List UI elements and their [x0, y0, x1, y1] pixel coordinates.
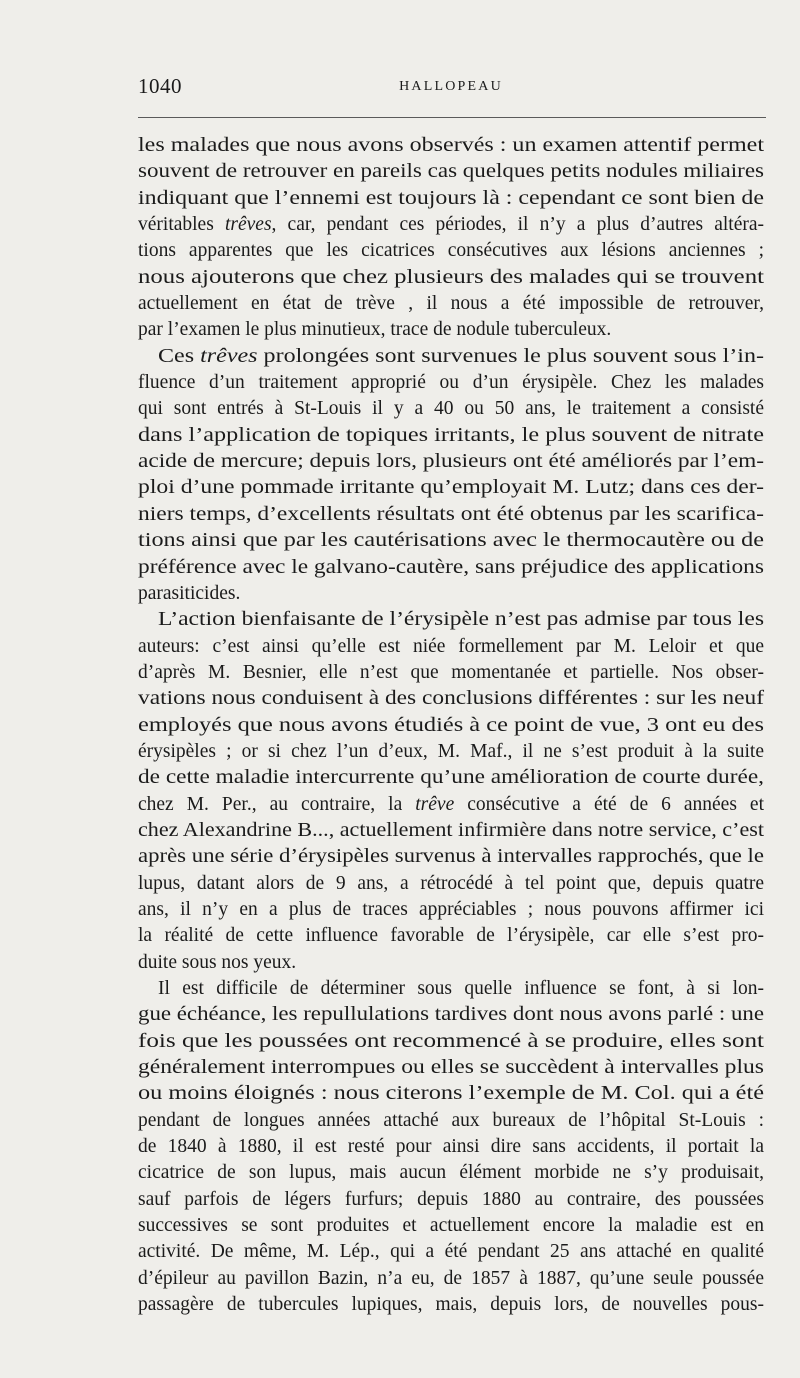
text-segment: indiquant que l’ennemi est toujours là : cependant ce sont bien de [138, 187, 764, 209]
text-line-content [138, 159, 764, 185]
text-line [138, 1187, 778, 1213]
text-line [138, 634, 778, 660]
text-line-content [138, 1002, 764, 1028]
text-line-content [138, 686, 764, 712]
text-line [138, 950, 778, 976]
text-segment: activité. De même, M. Lép., qui a été pendant 25 ans attaché en qualité [138, 1241, 764, 1263]
text-segment: acide de mercure; depuis lors, plusieurs ont été améliorés par l’em- [138, 451, 764, 473]
text-line [138, 1160, 778, 1186]
text-segment: passagère de tubercules lupiques, mais, depuis lors, de nouvelles pous- [138, 1294, 764, 1316]
italic-word: trêves [200, 345, 258, 367]
text-segment: employés que nous avons étudiés à ce point de vue, 3 ont eu des [138, 714, 764, 736]
text-line-content [138, 636, 764, 657]
text-line [138, 765, 778, 791]
text-line [138, 713, 778, 739]
text-line [138, 265, 778, 291]
text-segment: nous ajouterons que chez plusieurs des malades qui se trouvent [138, 266, 764, 288]
text-line [138, 1266, 778, 1292]
text-segment: vations nous conduisent à des conclusions différentes : sur les neuf [138, 688, 764, 710]
page-header [138, 74, 764, 104]
text-segment: gue échéance, les repullulations tardives dont nous avons parlé : une [138, 1004, 764, 1026]
text-segment: les malades que nous avons observés : un examen attentif permet [138, 135, 764, 156]
text-line [138, 449, 778, 475]
text-line-content [138, 1215, 764, 1236]
text-segment: la réalité de cette influence favorable de l’érysipèle, car elle s’est pro- [138, 925, 764, 947]
text-line-content [138, 925, 764, 946]
text-line [138, 1292, 778, 1318]
text-segment: cicatrice de son lupus, mais aucun élément morbide ne s’y produisait, [138, 1162, 764, 1184]
text-segment: ans, il n’y en a plus de traces appréciables ; nous pouvons affirmer ici [138, 898, 764, 920]
text-line [138, 159, 778, 185]
text-segment: , car, pendant ces périodes, il n’y a plus d’autres altéra- [271, 214, 764, 236]
text-segment: dans l’application de topiques irritants, le plus souvent de nitrate [138, 424, 764, 446]
text-segment: Ces [158, 345, 201, 367]
text-line [138, 1239, 778, 1265]
text-line [138, 212, 778, 238]
text-line [138, 555, 778, 581]
text-segment: tions apparentes que les cicatrices consécutives aux lésions anciennes ; [138, 240, 764, 262]
text-line-content [138, 1162, 764, 1183]
text-line-content [138, 1136, 764, 1157]
text-line-content [138, 794, 764, 815]
text-line [138, 1213, 778, 1239]
text-line [138, 291, 778, 317]
text-line [138, 792, 778, 818]
text-segment: souvent de retrouver en pareils cas quelques petits nodules miliaires [138, 161, 764, 183]
text-line-content [138, 449, 764, 475]
text-line-content [138, 1110, 764, 1131]
text-line-content [138, 1241, 764, 1262]
text-line [138, 1055, 778, 1081]
text-line-content [138, 662, 764, 683]
text-segment: tions ainsi que par les cautérisations avec le thermocautère ou de [138, 530, 764, 552]
text-segment: préférence avec le galvano-cautère, sans préjudice des applications [138, 556, 764, 578]
text-segment: fluence d’un traitement approprié ou d’un érysipèle. Chez les malades [138, 372, 764, 394]
text-segment: niers temps, d’excellents résultats ont été obtenus par les scarifica- [138, 503, 764, 525]
text-line-content [138, 372, 764, 393]
text-segment: Il est difficile de déterminer sous quelle influence se font, à si lon- [158, 978, 764, 999]
text-line [138, 317, 778, 343]
text-line-content [158, 607, 764, 633]
text-line-content [138, 952, 296, 973]
text-line-content [138, 1294, 764, 1315]
text-line-content [138, 528, 764, 554]
text-segment: de 1840 à 1880, il est resté pour ainsi dire sans accidents, il portait la [138, 1136, 764, 1158]
text-line-content [138, 899, 764, 920]
text-segment: chez Alexandrine B..., actuellement infirmière dans notre service, c’est [138, 819, 764, 841]
text-line-content [158, 344, 764, 370]
text-line-content [138, 873, 764, 894]
text-segment: sauf parfois de légers furfurs; depuis 1880 au contraire, des poussées [138, 1188, 764, 1210]
text-segment: prolongées sont survenues le plus souvent sous l’in- [257, 345, 764, 367]
text-line [138, 686, 778, 712]
italic-word: trêve [415, 793, 455, 815]
text-line-content [138, 423, 764, 449]
text-line [138, 660, 778, 686]
text-line-content [138, 186, 764, 212]
text-line [138, 1081, 778, 1107]
text-segment: d’après M. Besnier, elle n’est que momentanée et partielle. Nos obser- [138, 661, 764, 683]
text-line-content [138, 240, 764, 261]
text-line [138, 238, 778, 264]
text-line [138, 976, 778, 1002]
text-line-content [138, 1029, 764, 1055]
text-line [138, 897, 778, 923]
text-line-content [138, 1081, 764, 1107]
text-line-content [138, 844, 764, 870]
text-line [138, 581, 778, 607]
text-line [138, 739, 778, 765]
text-line [138, 871, 778, 897]
text-line-content [138, 741, 764, 762]
text-line [138, 423, 778, 449]
text-line-content [158, 978, 764, 999]
text-segment: lupus, datant alors de 9 ans, a rétrocédé à tel point que, depuis quatre [138, 872, 764, 894]
text-line-content [138, 475, 764, 501]
text-segment: auteurs: c’est ainsi qu’elle est niée formellement par M. Leloir et que [138, 635, 764, 657]
text-line [138, 370, 778, 396]
text-line [138, 344, 778, 370]
text-line [138, 1002, 778, 1028]
text-line-content [138, 1268, 764, 1289]
text-segment: successives se sont produites et actuellement encore la maladie est en [138, 1215, 764, 1237]
text-segment: duite sous nos yeux. [138, 951, 297, 973]
text-line-content [138, 583, 240, 604]
body-text [138, 133, 778, 1318]
text-line [138, 1108, 778, 1134]
text-line-content [138, 214, 764, 235]
text-line-content [138, 555, 764, 581]
italic-word: trêves [224, 214, 272, 236]
text-line-content [138, 765, 764, 791]
text-segment: qui sont entrés à St-Louis il y a 40 ou 50 ans, le traitement a consisté [138, 398, 764, 420]
text-line-content [138, 1055, 764, 1081]
text-segment: généralement interrompues ou elles se succèdent à intervalles plus [138, 1057, 764, 1079]
page-number: 1040 [138, 74, 182, 98]
text-line-content [138, 502, 764, 528]
text-segment: après une série d’érysipèles survenus à intervalles rapprochés, que le [138, 846, 764, 868]
text-line [138, 1029, 778, 1055]
text-line [138, 844, 778, 870]
text-line [138, 502, 778, 528]
text-line [138, 528, 778, 554]
text-segment: actuellement en état de trève , il nous a été impossible de retrouver, [138, 293, 764, 315]
text-line [138, 396, 778, 422]
text-segment: pendant de longues années attaché aux bureaux de l’hôpital St-Louis : [138, 1109, 764, 1131]
text-line-content [138, 319, 611, 340]
text-line-content [138, 293, 764, 314]
text-segment: fois que les poussées ont recommencé à se produire, elles sont [138, 1030, 764, 1052]
text-line-content [138, 713, 764, 739]
text-segment: de cette maladie intercurrente qu’une amélioration de courte durée, [138, 767, 764, 789]
text-line [138, 923, 778, 949]
text-line-content [138, 1189, 764, 1210]
text-line [138, 607, 778, 633]
text-segment: L’action bienfaisante de l’érysipèle n’est pas admise par tous les [158, 609, 764, 631]
text-segment: parasiticides. [138, 582, 241, 604]
text-line [138, 186, 778, 212]
text-line [138, 818, 778, 844]
text-segment: d’épileur au pavillon Bazin, n’a eu, de 1857 à 1887, qu’une seule poussée [138, 1267, 764, 1289]
text-segment: chez M. Per., au contraire, la [138, 793, 416, 815]
text-line-content [138, 398, 764, 419]
text-line [138, 475, 778, 501]
text-segment: véritables [138, 214, 225, 236]
text-line-content [138, 265, 764, 291]
header-rule [138, 117, 766, 118]
running-title: HALLOPEAU [399, 79, 503, 94]
text-segment: ou moins éloignés : nous citerons l’exemple de M. Col. qui a été [138, 1083, 764, 1105]
text-segment: par l’examen le plus minutieux, trace de nodule tuberculeux. [138, 319, 612, 341]
text-line-content [138, 133, 764, 159]
text-line [138, 133, 778, 159]
text-segment: ploi d’une pommade irritante qu’employait M. Lutz; dans ces der- [138, 477, 764, 499]
text-segment: érysipèles ; or si chez l’un d’eux, M. Maf., il ne s’est produit à la suite [138, 740, 764, 762]
text-line [138, 1134, 778, 1160]
text-segment: consécutive a été de 6 années et [454, 793, 764, 815]
text-line-content [138, 818, 764, 844]
